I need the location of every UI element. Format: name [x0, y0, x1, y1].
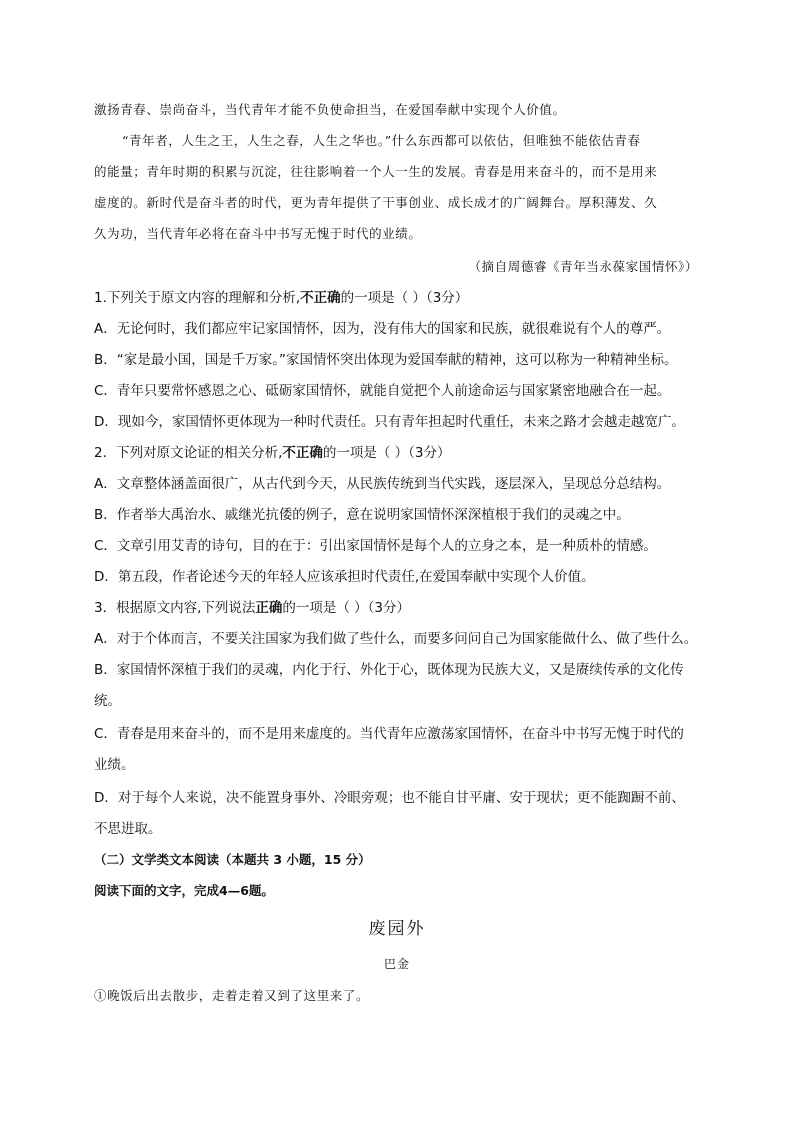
passage-line-3: 的能量；青年时期的积累与沉淀，往往影响着一个人一生的发展。青春是用来奋斗的，而不是用来 [94, 164, 658, 179]
passage-line-1: 激扬青春、崇尚奋斗，当代青年才能不负使命担当，在爱国奉献中实现个人价值。 [94, 102, 566, 117]
q3-option-b-line-2: 统。 [94, 693, 121, 709]
section-2-heading: （二）文学类文本阅读（本题共 3 小题，15 分） [94, 852, 371, 867]
passage-line-4: 虚度的。新时代是奋斗者的时代，更为青年提供了干事创业、成长成才的广阔舞台。厚积薄发、久 [94, 195, 658, 210]
q3-option-c-line-2: 业绩。 [94, 757, 135, 773]
q2-stem-a: 2．下列对原文论证的相关分析, [94, 445, 283, 461]
q2-option-a: A．文章整体涵盖面很广，从古代到今天，从民族传统到当代实践，逐层深入，呈现总分总结构。 [94, 476, 671, 492]
section-2-instruction: 阅读下面的文字，完成4—6题。 [94, 883, 274, 898]
q2-option-c: C．文章引用艾青的诗句，目的在于：引出家国情怀是每个人的立身之本，是一种质朴的情感。 [94, 538, 657, 554]
story-title: 废园外 [368, 919, 426, 939]
q2-option-d: D．第五段，作者论述今天的年轻人应该承担时代责任,在爱国奉献中实现个人价值。 [94, 569, 595, 585]
q1-stem-a: 1.下列关于原文内容的理解和分析, [94, 290, 301, 306]
q3-option-d-line-2: 不思进取。 [94, 821, 162, 837]
q2-option-b: B．作者举大禹治水、戚继光抗倭的例子，意在说明家国情怀深深植根于我们的灵魂之中。 [94, 507, 630, 523]
question-3-stem [94, 598, 700, 618]
q1-option-b: B．“家是最小国，国是千万家。”家国情怀突出体现为爱国奉献的精神，这可以称为一种精神坐标。 [94, 352, 678, 368]
q1-option-d: D．现如今，家国情怀更体现为一种时代责任。只有青年担起时代重任，未来之路才会越走越宽广。 [94, 414, 685, 430]
q3-stem-a: 3．根据原文内容,下列说法 [94, 600, 256, 616]
question-2-stem [94, 443, 700, 463]
q3-stem-c: 的一项是（ ）（3分） [282, 600, 411, 616]
story-paragraph-1: ①晚饭后出去散步，走着走着又到了这里来了。 [94, 988, 370, 1003]
question-1-stem [94, 288, 700, 308]
q2-stem-c: 的一项是（ ）（3分） [322, 445, 451, 461]
q1-stem-c: 的一项是（ ）（3分） [340, 290, 469, 306]
q3-stem-emphasis: 正确 [255, 600, 283, 616]
passage-source: （摘自周德睿《青年当永葆家国情怀》） [468, 259, 698, 274]
q3-option-b-line-1: B．家国情怀深植于我们的灵魂，内化于行、外化于心，既体现为民族大义，又是赓续传承的文化传 [94, 662, 684, 678]
q1-option-a: A．无论何时，我们都应牢记家国情怀，因为，没有伟大的国家和民族，就很难说有个人的尊严。 [94, 321, 671, 337]
q1-option-c: C．青年只要常怀感恩之心、砥砺家国情怀，就能自觉把个人前途命运与国家紧密地融合在一起。 [94, 383, 671, 399]
q3-option-d-line-1: D．对于每个人来说，决不能置身事外、冷眼旁观；也不能自甘平庸、安于现状；更不能踟蹰不前、 [94, 790, 685, 806]
q3-option-a: A．对于个体而言，不要关注国家为我们做了些什么，而要多问问自己为国家能做什么、做了些什么。 [94, 631, 698, 647]
story-author: 巴金 [383, 957, 410, 971]
q1-stem-emphasis: 不正确 [300, 290, 341, 306]
q3-option-c-line-1: C．青春是用来奋斗的，而不是用来虚度的。当代青年应激荡家国情怀，在奋斗中书写无愧于时代的 [94, 726, 684, 742]
passage-line-2: “青年者，人生之王，人生之春，人生之华也。”什么东西都可以依估，但唯独不能依估青春 [122, 133, 641, 148]
passage-line-5: 久为功，当代青年必将在奋斗中书写无愧于时代的业绩。 [94, 226, 422, 241]
q2-stem-emphasis: 不正确 [282, 445, 323, 461]
